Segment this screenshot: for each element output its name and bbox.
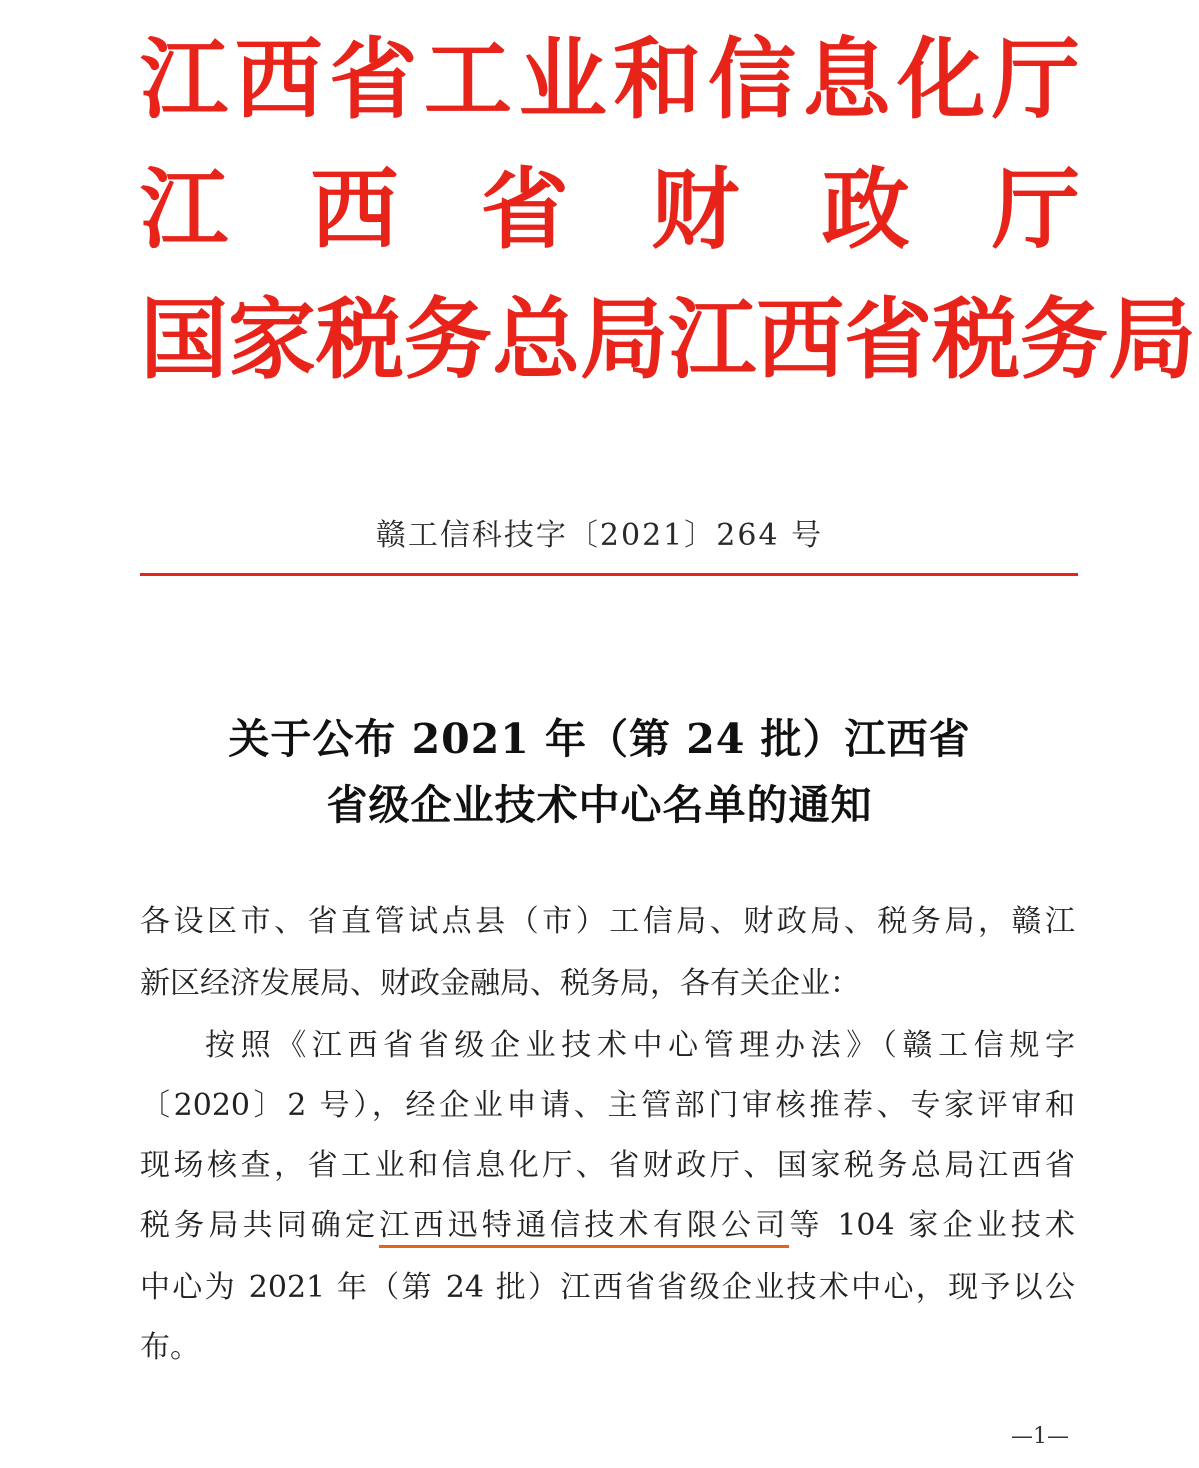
header-char: 家 <box>228 287 317 391</box>
header-char: 务 <box>1020 287 1109 391</box>
header-char: 厅 <box>991 157 1080 261</box>
header-char: 西 <box>310 157 399 261</box>
issuer-header-finance <box>140 150 1080 268</box>
header-char: 省 <box>480 157 569 261</box>
header-char: 江 <box>668 287 757 391</box>
header-char: 化 <box>897 27 986 131</box>
header-char: 局 <box>1108 287 1197 391</box>
salutation-line2: 新区经济发展局、财政金融局、税务局，各有关企业： <box>140 966 860 1001</box>
header-char: 税 <box>316 287 405 391</box>
paragraph-line: 按照《江西省省级企业技术中心管理办法》（赣工信规字 <box>205 1028 1075 1063</box>
header-char: 国 <box>140 287 229 391</box>
document-title-line1: 关于公布 2021 年（第 24 批）江西省 <box>228 715 971 763</box>
paragraph-line: 中心为 2021 年（第 24 批）江西省省级企业技术中心，现予以公 <box>140 1270 1075 1305</box>
header-char: 政 <box>821 157 910 261</box>
issuer-header-industry <box>140 20 1080 138</box>
salutation-line1: 各设区市、省直管试点县（市）工信局、财政局、税务局，赣江 <box>140 904 1075 939</box>
header-char: 江 <box>140 157 229 261</box>
header-char: 信 <box>707 27 796 131</box>
header-char: 息 <box>802 27 891 131</box>
paragraph-line: 布。 <box>140 1330 200 1365</box>
header-char: 工 <box>423 27 512 131</box>
header-char: 和 <box>613 27 702 131</box>
red-divider-line <box>140 573 1078 576</box>
header-char: 江 <box>140 27 229 131</box>
paragraph-text: 等 104 家企业技术 <box>789 1208 1076 1243</box>
paragraph-line: 现场核查，省工业和信息化厅、省财政厅、国家税务总局江西省 <box>140 1148 1075 1183</box>
document-title-line2: 省级企业技术中心名单的通知 <box>326 781 873 829</box>
header-char: 税 <box>932 287 1021 391</box>
highlighted-company-name: 江西迅特通信技术有限公司 <box>379 1208 789 1248</box>
header-char: 业 <box>518 27 607 131</box>
header-char: 局 <box>580 287 669 391</box>
header-char: 务 <box>404 287 493 391</box>
header-char: 总 <box>492 287 581 391</box>
header-char: 西 <box>234 27 323 131</box>
header-char: 财 <box>651 157 740 261</box>
paragraph-text: 税务局共同确定 <box>140 1208 380 1243</box>
paragraph-line: 〔2020〕2 号），经企业申请、主管部门审核推荐、专家评审和 <box>140 1088 1075 1123</box>
issuer-header-tax <box>140 280 1197 398</box>
header-char: 厅 <box>991 27 1080 131</box>
header-char: 省 <box>844 287 933 391</box>
header-char: 省 <box>329 27 418 131</box>
page-number: —1— <box>1011 1424 1069 1449</box>
document-number: 赣工信科技字〔2021〕264 号 <box>375 518 824 553</box>
header-char: 西 <box>756 287 845 391</box>
paragraph-line <box>140 1200 1075 1252</box>
